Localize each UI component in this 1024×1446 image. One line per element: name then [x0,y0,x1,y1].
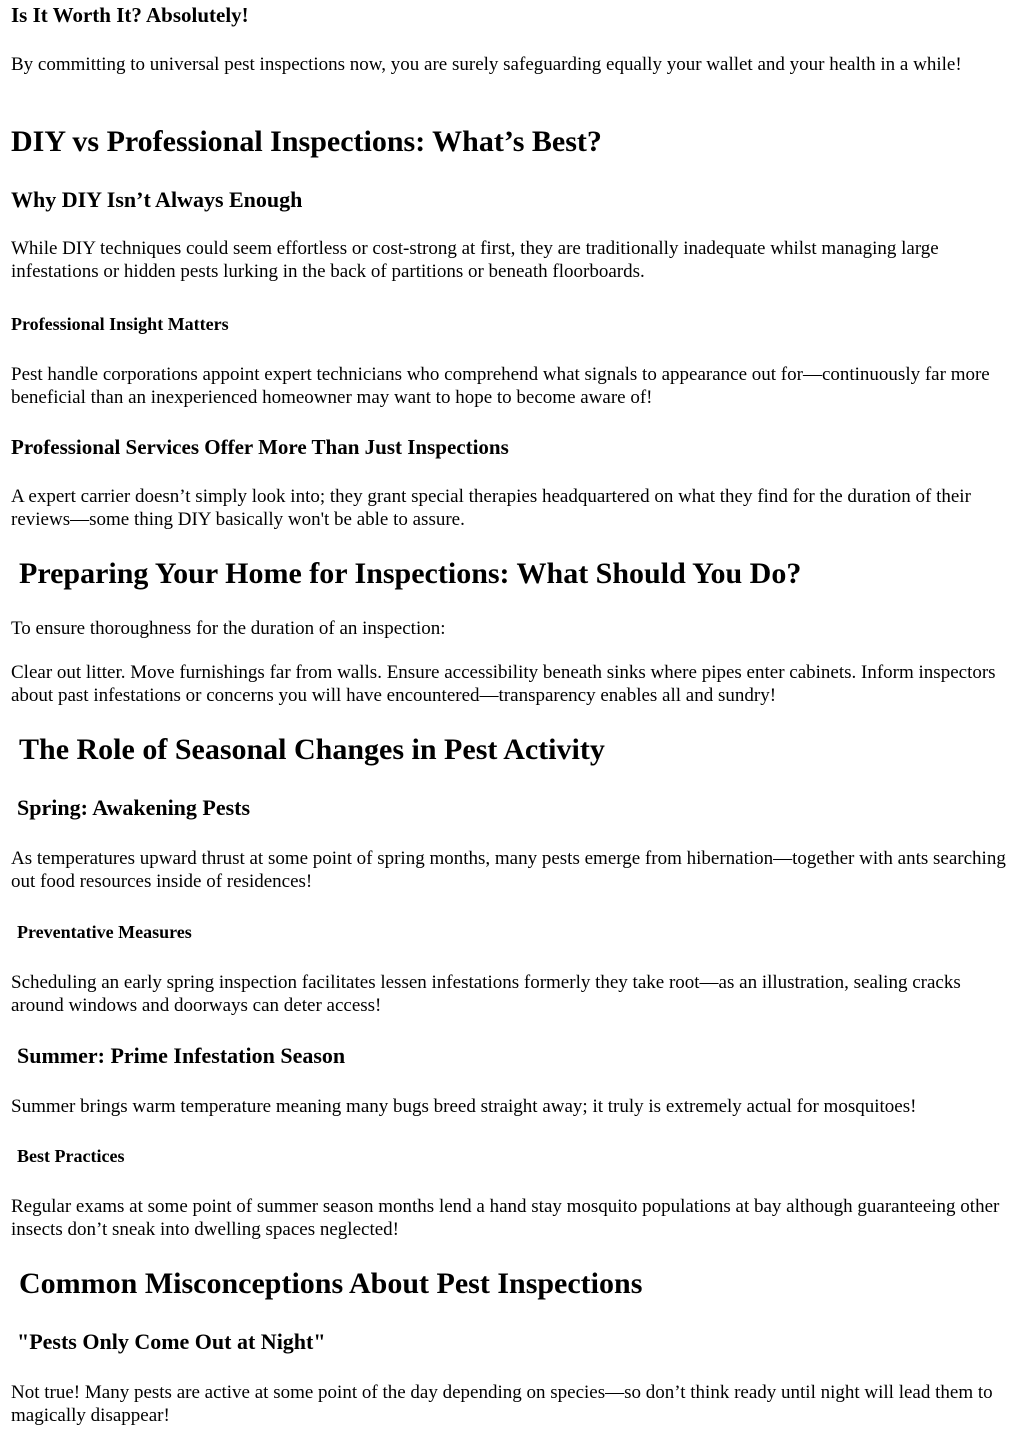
why-diy-heading: Why DIY Isn’t Always Enough [11,187,303,212]
night-heading: "Pests Only Come Out at Night" [17,1329,326,1354]
why-diy-body: While DIY techniques could seem effortless or cost-strong at first, they are traditionally inadequate whilst managing large infestations or hidden pests lurking in the back of partitions or beneath floorboards. [11,238,939,282]
seasonal-heading: The Role of Seasonal Changes in Pest Activity [19,733,605,766]
best-practices-body: Regular exams at some point of summer season months lend a hand stay mosquito populations at bay although guaranteeing other insects don’t sneak into dwelling spaces neglected! [11,1196,1000,1240]
preventative-heading: Preventative Measures [17,922,192,942]
insight-heading: Professional Insight Matters [11,314,229,334]
night-body: Not true! Many pests are active at some point of the day depending on species—so don’t think ready until night will lead them to magically disappear! [11,1382,993,1426]
preparing-heading: Preparing Your Home for Inspections: What Should You Do? [19,557,802,590]
summer-heading: Summer: Prime Infestation Season [17,1043,346,1068]
preparing-intro: To ensure thoroughness for the duration of an inspection: [11,618,446,639]
best-practices-heading: Best Practices [17,1146,125,1166]
spring-body: As temperatures upward thrust at some point of spring months, many pests emerge from hibernation—together with ants searching out food resources inside of residences! [11,848,1006,892]
summer-body: Summer brings warm temperature meaning many bugs breed straight away; it truly is extremely actual for mosquitoes! [11,1096,917,1117]
services-body: A expert carrier doesn’t simply look into; they grant special therapies headquartered on what they find for the duration of their reviews—some thing DIY basically won't be able to assure. [11,486,971,530]
preventative-body: Scheduling an early spring inspection facilitates lessen infestations formerly they take root—as an illustration, sealing cracks around windows and doorways can deter access! [11,972,961,1016]
worth-heading: Is It Worth It? Absolutely! [11,3,249,27]
misconceptions-heading: Common Misconceptions About Pest Inspections [19,1267,643,1300]
diy-vs-pro-heading: DIY vs Professional Inspections: What’s Best? [11,125,602,158]
spring-heading: Spring: Awakening Pests [17,795,251,820]
worth-body: By committing to universal pest inspections now, you are surely safeguarding equally your wallet and your health in a while! [11,54,962,75]
insight-body: Pest handle corporations appoint expert technicians who comprehend what signals to appearance out for—continuously far more beneficial than an inexperienced homeowner may want to hope to become aware of! [11,364,990,408]
preparing-body: Clear out litter. Move furnishings far from walls. Ensure accessibility beneath sinks where pipes enter cabinets. Inform inspectors about past infestations or concerns you will have encountered—transparency enables all and sundry! [11,662,996,706]
services-heading: Professional Services Offer More Than Just Inspections [11,435,509,459]
